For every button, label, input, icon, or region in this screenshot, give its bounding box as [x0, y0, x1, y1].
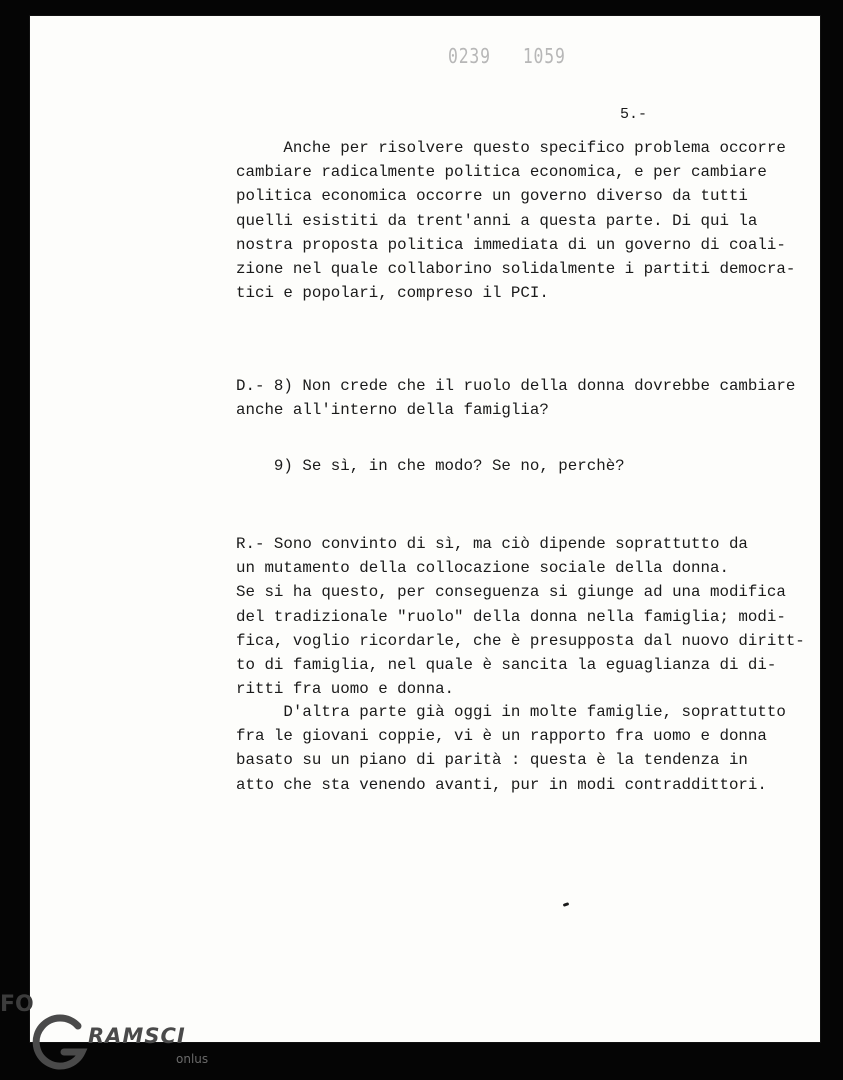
archive-stamp [448, 44, 566, 68]
stamp-number-2: 1059 [522, 44, 566, 68]
stamp-number-1: 0239 [448, 44, 491, 68]
question-8: D.- 8) Non crede che il ruolo della donna dovrebbe cambiare anche all'interno della famiglia? [236, 377, 796, 420]
page-number: 5.- [620, 106, 648, 123]
paragraph-answer-continued: Anche per risolvere questo specifico problema occorre cambiare radicalmente politica economica, e per cambiare politica economica occorre un governo diverso da tutti quelli esistiti da trent'anni a questa parte. Di qui la nostra proposta politica immediata di un governo di coali- zione nel quale collaborino solidalmente i partiti democra- tici e popolari, compreso il PCI. [236, 139, 796, 303]
question-9: 9) Se sì, in che modo? Se no, perchè? [236, 457, 625, 475]
answer-paragraph-continued: D'altra parte già oggi in molte famiglie, soprattutto fra le giovani coppie, vi è un rapporto fra uomo e donna basato su un piano di parità : questa è la tendenza in atto che sta venendo avanti, pur in modi contraddittori. [236, 703, 786, 794]
watermark-subtitle: onlus [176, 1052, 209, 1066]
answer-paragraph: R.- Sono convinto di sì, ma ciò dipende soprattutto da un mutamento della collocazione sociale della donna. Se si ha questo, per conseguenza si giunge ad una modifica del tradizionale "ruolo" della donna nella famiglia; modi- fica, voglio ricordarle, che è presupposta dal nuovo diritt- to di famiglia, nel quale è sancita la eguaglianza di di- ritti fra uomo e donna. [236, 535, 805, 699]
watermark-prefix: FO [0, 992, 34, 1017]
watermark-name: RAMSCI [88, 1024, 186, 1048]
